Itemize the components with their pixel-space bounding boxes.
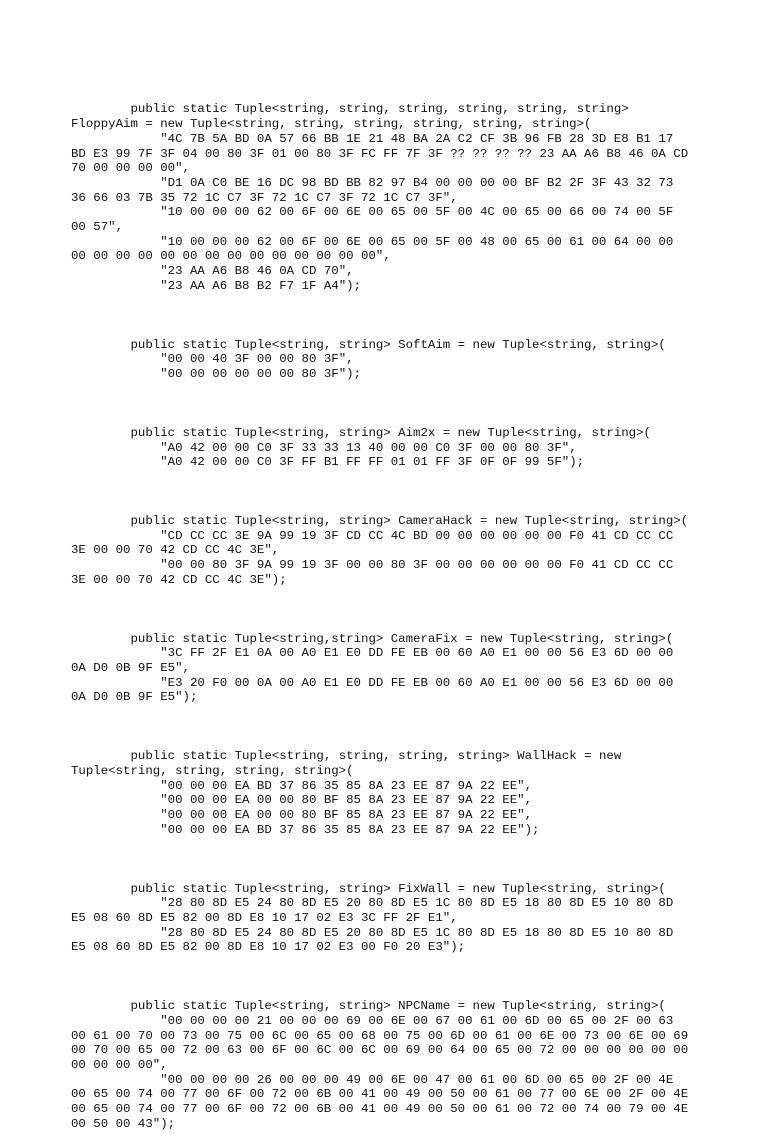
code-block-camerahack: public static Tuple<string, string> CameraHack = new Tuple<string, string>( "CD CC CC 3E 9A 99 19 3F CD CC 4C BD 00 00 00 00 00 00 F0 41 CD CC CC 3E 00 00 70 42 CD CC 4C 3E", "00 00 80 3F 9A 99 19 3F 00 00 80 3F 00 00 00 00 00 00 F0 41 CD CC CC 3E 00 00 70 42 CD CC 4C 3E");	[71, 514, 689, 587]
code-document	[71, 73, 711, 1146]
code-block-softaim: public static Tuple<string, string> SoftAim = new Tuple<string, string>( "00 00 40 3F 00 00 80 3F", "00 00 00 00 00 00 80 3F");	[130, 337, 666, 382]
code-block-floppyaim: public static Tuple<string, string, string, string, string, string> FloppyAim = new Tuple<string, string, string, string, string, string>( "4C 7B 5A BD 0A 57 66 BB 1E 21 48 BA 2A C2 CF 3B 96 FB 28 3D E8 B1 17 BD E3 99 7F 3F 04 00 80 3F 01 00 80 3F FC FF 7F 3F ?? ?? ?? ?? 23 AA A6 B8 46 0A CD 70 00 00 00 00", "D1 0A C0 BE 16 DC 98 BD BB 82 97 B4 00 00 00 00 BF B2 2F 3F 43 32 73 36 66 03 7B 35 72 1C C7 3F 72 1C C7 3F 72 1C C7 3F", "10 00 00 00 62 00 6F 00 6E 00 65 00 5F 00 4C 00 65 00 66 00 74 00 5F 00 57", "10 00 00 00 62 00 6F 00 6E 00 65 00 5F 00 48 00 65 00 61 00 64 00 00 00 00 00 00 00 00 00 00 00 00 00 00 00 00", "23 AA A6 B8 46 0A CD 70", "23 AA A6 B8 B2 F7 1F A4");	[71, 102, 689, 293]
code-block-fixwall: public static Tuple<string, string> FixWall = new Tuple<string, string>( "28 80 8D E5 24 80 8D E5 20 80 8D E5 1C 80 8D E5 18 80 8D E5 10 80 8D E5 08 60 8D E5 82 00 8D E8 10 17 02 E3 3C FF 2F E1", "28 80 8D E5 24 80 8D E5 20 80 8D E5 1C 80 8D E5 18 80 8D E5 10 80 8D E5 08 60 8D E5 82 00 8D E8 10 17 02 E3 00 F0 20 E3");	[71, 881, 674, 955]
code-block-npcname: public static Tuple<string, string> NPCName = new Tuple<string, string>( "00 00 00 00 21 00 00 00 69 00 6E 00 67 00 61 00 6D 00 65 00 2F 00 63 00 61 00 70 00 73 00 75 00 6C 00 65 00 68 00 75 00 6D 00 61 00 6E 00 73 00 6E 00 69 00 70 00 65 00 72 00 63 00 6F 00 6C 00 6C 00 69 00 64 00 65 00 72 00 00 00 00 00 00 00 00 00 00", "00 00 00 00 26 00 00 00 49 00 6E 00 47 00 61 00 6D 00 65 00 2F 00 4E 00 65 00 74 00 77 00 6F 00 72 00 6B 00 41 00 49 00 50 00 61 00 77 00 6E 00 2F 00 4E 00 65 00 74 00 77 00 6F 00 72 00 6B 00 41 00 49 00 50 00 61 00 72 00 74 00 79 00 4E 00 50 00 43");	[71, 999, 689, 1131]
code-block-camerafix: public static Tuple<string,string> CameraFix = new Tuple<string, string>( "3C FF 2F E1 0A 00 A0 E1 E0 DD FE EB 00 60 A0 E1 00 00 56 E3 6D 00 00 0A D0 0B 9F E5", "E3 20 F0 00 0A 00 A0 E1 E0 DD FE EB 00 60 A0 E1 00 00 56 E3 6D 00 00 0A D0 0B 9F E5");	[71, 631, 674, 705]
code-block-wallhack: public static Tuple<string, string, string, string> WallHack = new Tuple<string, string, string, string>( "00 00 00 EA BD 37 86 35 85 8A 23 EE 87 9A 22 EE", "00 00 00 EA 00 00 80 BF 85 8A 23 EE 87 9A 22 EE", "00 00 00 EA 00 00 80 BF 85 8A 23 EE 87 9A 22 EE", "00 00 00 EA BD 37 86 35 85 8A 23 EE 87 9A 22 EE");	[71, 749, 622, 837]
code-block-aim2x: public static Tuple<string, string> Aim2x = new Tuple<string, string>( "A0 42 00 00 C0 3F 33 33 13 40 00 00 C0 3F 00 00 80 3F", "A0 42 00 00 C0 3F FF B1 FF FF 01 01 FF 3F 0F 0F 99 5F");	[130, 425, 651, 470]
